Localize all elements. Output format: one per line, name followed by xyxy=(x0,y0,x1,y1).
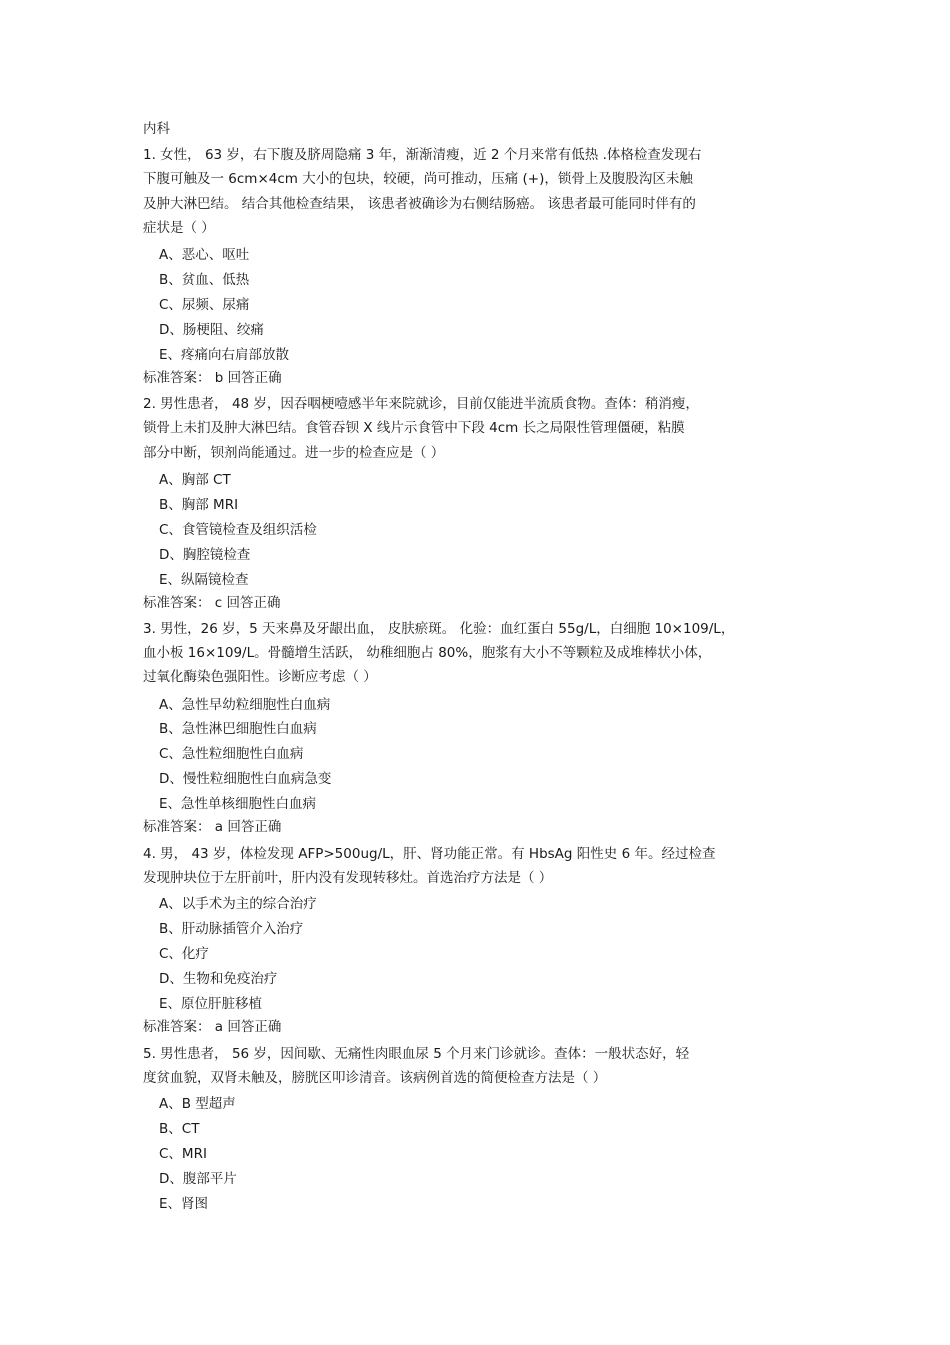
question-5-option-e: E、肾图 xyxy=(159,1196,209,1212)
question-1-option-c: C、尿频、尿痛 xyxy=(159,297,250,313)
question-5-stem-line-2: 度贫血貌，双肾未触及，膀胱区叩诊清音。该病例首选的简便检查方法是（ ） xyxy=(143,1070,607,1086)
question-1-stem-line-3: 及肿大淋巴结。 结合其他检查结果， 该患者被确诊为右侧结肠癌。 该患者最可能同时伴有的 xyxy=(143,196,696,212)
question-2-option-a: A、胸部 CT xyxy=(159,472,231,488)
question-4-option-b: B、肝动脉插管介入治疗 xyxy=(159,921,304,937)
question-3-answer: 标准答案： a 回答正确 xyxy=(143,819,282,835)
question-3-stem-line-2: 血小板 16×109/L。骨髓增生活跃， 幼稚细胞占 80%，胞浆有大小不等颗粒及成堆棒状小体， xyxy=(143,645,712,661)
question-2-option-b: B、胸部 MRI xyxy=(159,497,239,513)
question-5-option-a: A、B 型超声 xyxy=(159,1096,236,1112)
question-5-option-d: D、腹部平片 xyxy=(159,1171,237,1187)
question-3-option-b: B、急性淋巴细胞性白血病 xyxy=(159,721,317,737)
question-3-stem-line-3: 过氧化酶染色强阳性。诊断应考虑（ ） xyxy=(143,669,377,685)
question-2-stem-line-2: 锁骨上未扪及肿大淋巴结。食管吞钡 X 线片示食管中下段 4cm 长之局限性管理僵硬，粘膜 xyxy=(143,420,685,436)
question-3-option-d: D、慢性粒细胞性白血病急变 xyxy=(159,771,332,787)
question-3-option-a: A、急性早幼粒细胞性白血病 xyxy=(159,697,331,713)
question-1-stem-line-1: 1. 女性， 63 岁，右下腹及脐周隐痛 3 年，渐渐清瘦，近 2 个月来常有低热 .体格检查发现右 xyxy=(143,147,702,163)
question-2-option-d: D、胸腔镜检查 xyxy=(159,547,251,563)
question-4-stem-line-2: 发现肿块位于左肝前叶，肝内没有发现转移灶。首选治疗方法是（ ） xyxy=(143,870,553,886)
question-2-option-e: E、纵隔镜检查 xyxy=(159,572,249,588)
question-1-option-e: E、疼痛向右肩部放散 xyxy=(159,347,290,363)
question-1-stem-line-4: 症状是（ ） xyxy=(143,220,215,236)
question-1-stem-line-2: 下腹可触及一 6cm×4cm 大小的包块，较硬，尚可推动，压痛 (+)，锁骨上及腹股沟区未触 xyxy=(143,171,693,187)
question-1-option-d: D、肠梗阻、绞痛 xyxy=(159,322,264,338)
question-5-stem-line-1: 5. 男性患者， 56 岁，因间歇、无痛性肉眼血尿 5 个月来门诊就诊。查体：一般状态好，轻 xyxy=(143,1046,690,1062)
question-1-option-a: A、恶心、呕吐 xyxy=(159,247,250,263)
question-4-answer: 标准答案： a 回答正确 xyxy=(143,1019,282,1035)
question-2-answer: 标准答案： c 回答正确 xyxy=(143,595,281,611)
question-3-stem-line-1: 3. 男性，26 岁，5 天来鼻及牙龈出血， 皮肤瘀斑。 化验：血红蛋白 55g/L，白细胞 10×109/L， xyxy=(143,621,735,637)
question-2-option-c: C、食管镜检查及组织活检 xyxy=(159,522,317,538)
question-1-option-b: B、贫血、低热 xyxy=(159,272,250,288)
question-3-option-c: C、急性粒细胞性白血病 xyxy=(159,746,304,762)
question-3-option-e: E、急性单核细胞性白血病 xyxy=(159,796,317,812)
question-5-option-b: B、CT xyxy=(159,1121,200,1137)
question-4-option-c: C、化疗 xyxy=(159,946,209,962)
section-title: 内科 xyxy=(143,121,170,137)
question-4-option-e: E、原位肝脏移植 xyxy=(159,996,263,1012)
question-4-stem-line-1: 4. 男， 43 岁，体检发现 AFP>500ug/L，肝、肾功能正常。有 HbsAg 阳性史 6 年。经过检查 xyxy=(143,846,716,862)
question-1-answer: 标准答案： b 回答正确 xyxy=(143,370,282,386)
question-4-option-d: D、生物和免疫治疗 xyxy=(159,971,278,987)
question-2-stem-line-1: 2. 男性患者， 48 岁，因吞咽梗噎感半年来院就诊，目前仅能进半流质食物。查体：稍消瘦， xyxy=(143,396,699,412)
question-4-option-a: A、以手术为主的综合治疗 xyxy=(159,896,317,912)
question-2-stem-line-3: 部分中断，钡剂尚能通过。进一步的检查应是（ ） xyxy=(143,445,445,461)
question-5-option-c: C、MRI xyxy=(159,1146,207,1162)
